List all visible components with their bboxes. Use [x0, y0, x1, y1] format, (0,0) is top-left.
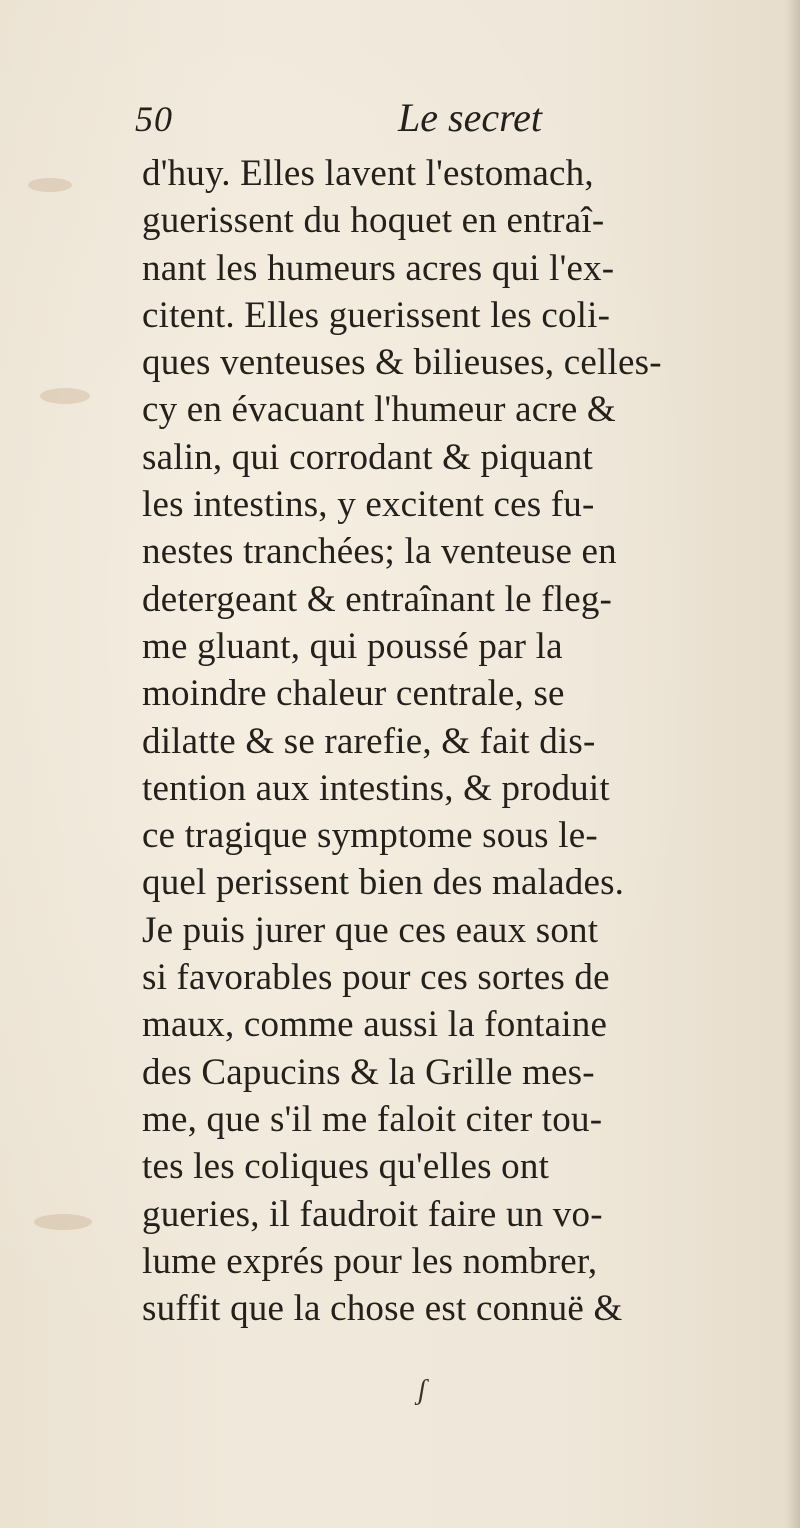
- text-line: me, que s'il me faloit citer tou-: [142, 1098, 603, 1140]
- text-line: me gluant, qui poussé par la: [142, 625, 563, 667]
- text-line: tention aux intestins, & produit: [142, 767, 610, 809]
- text-line: quel perissent bien des malades.: [142, 862, 625, 904]
- text-line: lume exprés pour les nombrer,: [142, 1240, 598, 1282]
- paper-stain: [40, 388, 90, 404]
- text-line: salin, qui corrodant & piquant: [142, 436, 593, 478]
- paper-stain: [34, 1214, 92, 1230]
- text-line: detergeant & entraînant le fleg-: [142, 578, 613, 620]
- running-title: Le secret: [398, 95, 543, 140]
- text-line: guerissent du hoquet en entraî-: [142, 200, 605, 242]
- text-line: les intestins, y excitent ces fu-: [142, 484, 595, 526]
- text-line: suffit que la chose est connuë &: [142, 1288, 623, 1330]
- page-header: [135, 95, 695, 148]
- text-line: dilatte & se rarefie, & fait dis-: [142, 720, 596, 762]
- page-number: 50: [135, 99, 173, 139]
- text-line: des Capucins & la Grille mes-: [142, 1051, 595, 1093]
- text-line: si favorables pour ces sortes de: [142, 957, 610, 999]
- text-line: ques venteuses & bilieuses, celles-: [142, 342, 662, 384]
- body-text: [142, 150, 780, 1332]
- text-line: Je puis jurer que ces eaux sont: [142, 909, 599, 951]
- text-line: nestes tranchées; la venteuse en: [142, 531, 617, 573]
- text-line: nant les humeurs acres qui l'ex-: [142, 247, 615, 289]
- page-edge-shadow: [786, 0, 800, 1528]
- signature-mark: ʃ: [418, 1375, 427, 1406]
- text-line: tes les coliques qu'elles ont: [142, 1146, 550, 1188]
- text-line: moindre chaleur centrale, se: [142, 673, 565, 715]
- text-line: citent. Elles guerissent les coli-: [142, 294, 611, 336]
- text-line: cy en évacuant l'humeur acre &: [142, 389, 616, 431]
- text-line: d'huy. Elles lavent l'estomach,: [142, 153, 594, 194]
- text-line: ce tragique symptome sous le-: [142, 815, 598, 857]
- paper-stain: [28, 178, 72, 192]
- text-line: gueries, il faudroit faire un vo-: [142, 1193, 603, 1235]
- text-line: maux, comme aussi la fontaine: [142, 1004, 608, 1046]
